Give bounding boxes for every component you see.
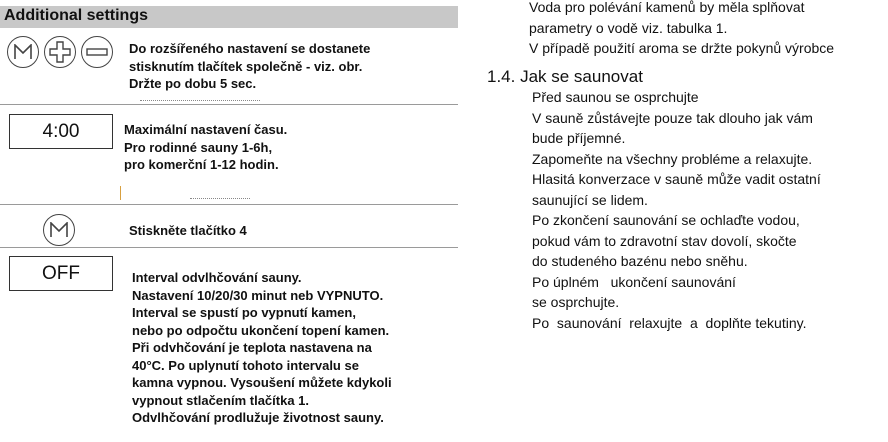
water-note	[529, 0, 834, 59]
faint-artifact	[190, 198, 250, 201]
row4-line: Nastavení 10/20/30 minut neb VYPNUTO.	[132, 287, 384, 303]
instruction-line: Po saunování relaxujte a doplňte tekutiny.	[532, 314, 807, 331]
row3-line: Stiskněte tlačítko 4	[129, 223, 247, 238]
water-note-line: parametry o vodě viz. tabulka 1.	[529, 19, 728, 36]
row4-line: Odvlhčování prodlužuje životnost sauny.	[132, 410, 384, 425]
minus-button-icon	[81, 36, 113, 68]
row2-line: pro komerční 1-12 hodin.	[124, 157, 279, 172]
row4-line: vypnout stlačením tlačítka 1.	[132, 392, 310, 408]
m-button-icon	[7, 36, 39, 68]
row1-line: Do rozšířeného nastavení se dostanete	[129, 41, 371, 56]
water-note-line: Voda pro polévání kamenů by měla splňovat	[529, 0, 805, 15]
settings-header-title: Additional settings	[4, 7, 148, 24]
instruction-line: pokud vám to zdravotní stav dovolí, skočte	[532, 232, 797, 249]
water-note-line: V případě použití aroma se držte pokynů výrobce	[529, 40, 835, 56]
instruction-line: Hlasitá konverzace v sauně může vadit ostatní	[532, 171, 821, 187]
instruction-line: se osprchujte.	[532, 294, 620, 310]
row-divider	[0, 104, 458, 105]
instruction-line: Po úplném ukončení saunování	[532, 273, 736, 290]
instruction-line: Po zkončení saunování se ochlaďte vodou,	[532, 212, 800, 228]
time-display-value: 4:00	[42, 120, 80, 142]
instruction-line: do studeného bazénu nebo sněhu.	[532, 253, 748, 269]
time-display	[9, 114, 113, 149]
row4-line: kamna vypnou. Vysoušení můžete kdykoli	[132, 375, 392, 390]
row1-line: Držte po dobu 5 sec.	[129, 76, 257, 91]
row2-line: Pro rodinné sauny 1-6h,	[124, 139, 273, 155]
row1-line: stisknutím tlačítek společně - viz. obr.	[129, 58, 363, 74]
instruction-line: V sauně zůstávejte pouze tak dlouho jak vám	[532, 109, 813, 126]
m-button-icon	[43, 214, 75, 246]
instruction-line: saunující se lidem.	[532, 191, 648, 208]
instruction-line: Před saunou se osprchujte	[532, 89, 699, 105]
row4-line: Interval odvlhčování sauny.	[132, 270, 302, 285]
sauna-instructions	[532, 87, 821, 333]
row3-text	[129, 222, 247, 240]
row4-line: Při odvhčování je teplota nastavena na	[132, 340, 372, 355]
row4-text	[132, 269, 392, 427]
row-divider	[0, 204, 458, 205]
row2-text	[124, 121, 287, 174]
row4-line: 40°C. Po uplynutí tohoto intervalu se	[132, 357, 359, 373]
row-divider	[0, 247, 458, 248]
plus-button-icon	[44, 36, 76, 68]
row4-line: nebo po odpočtu ukončení topení kamen.	[132, 322, 390, 338]
faint-artifact	[140, 100, 260, 103]
off-display-value: OFF	[42, 262, 80, 284]
section-heading: 1.4. Jak se saunovat	[487, 67, 643, 86]
row2-line: Maximální nastavení času.	[124, 122, 288, 137]
instruction-line: Zapomeňte na všechny probléme a relaxujte.	[532, 150, 813, 167]
row1-text	[129, 40, 370, 93]
instruction-line: bude příjemné.	[532, 130, 626, 146]
row4-line: Interval se spustí po vypnutí kamen,	[132, 305, 356, 320]
cursor-mark	[120, 186, 122, 200]
settings-header-bar	[0, 6, 458, 28]
off-display	[9, 256, 113, 291]
